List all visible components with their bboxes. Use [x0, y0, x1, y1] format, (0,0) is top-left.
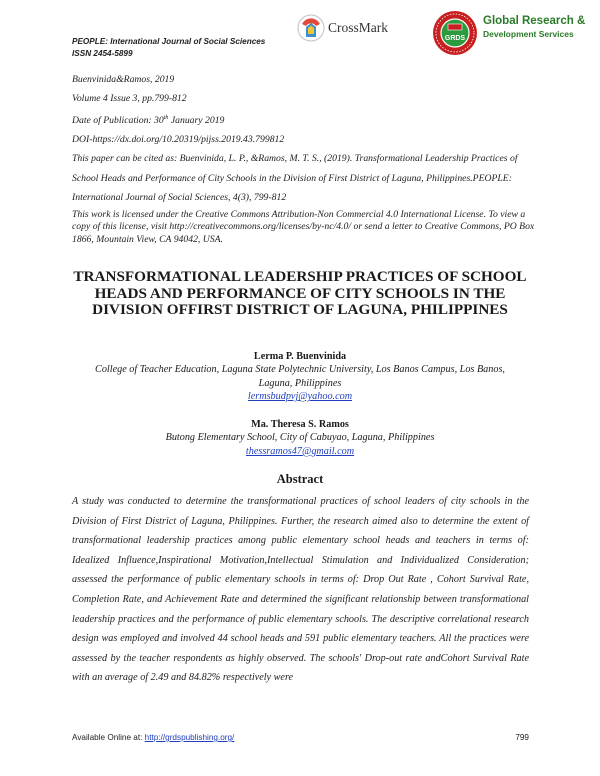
- paper-title: TRANSFORMATIONAL LEADERSHIP PRACTICES OF SCHOOL HEADS AND PERFORMANCE OF CITY SCHOOLS IN THE DIVISION OFFIRST DISTRICT OF LAGUNA, PHILIPPINES: [73, 268, 527, 319]
- pub-date-sup: th: [163, 114, 169, 121]
- authors-year: Buenvinida&Ramos, 2019: [72, 74, 175, 85]
- license-notice: This work is licensed under the Creative Commons Attribution-Non Commercial 4.0 International License. To view a copy of this license, visit http://creativecommons.org/licenses/by-nc/4.0/ or send a letter to Creative Commons, PO Box 1866, Mountain View, CA 94042, USA.: [72, 209, 535, 245]
- abstract-heading: Abstract: [276, 472, 324, 486]
- available-label: Available Online at:: [72, 733, 145, 742]
- journal-name: PEOPLE: International Journal of Social Sciences: [72, 37, 266, 46]
- journal-header: [72, 36, 265, 60]
- page-number: 799: [515, 733, 529, 742]
- author-affiliation: Butong Elementary School, City of Cabuyao, Laguna, Philippines: [165, 432, 435, 444]
- abstract-text: A study was conducted to determine the transformational practices of school leaders of city schools in the Division of First District of Laguna, Philippines. Further, the research aimed also to determine the extent of transformational leadership practices among public elementary school heads and teachers in terms of: Idealized Influence,Inspirational Motivation,Intellectual Stimulation and Individualized Consideration; assessed the performance of public elementary schools in terms of: Drop Out Rate , Cohort Survival Rate, Completion Rate, and Achievement Rate and determined the significant relationship between transformational leadership practices and the performance of public elementary schools. The descriptive correlational research design was employed and involved 44 school heads and 591 public elementary teachers. All the practices were assessed by the teacher respondents as highly observed. The schools' Drop-out rate andCohort Survival Rate with an average of 2.49 and 84.82% respectively were: [72, 496, 529, 684]
- publisher-name-line2: Development Services: [483, 29, 574, 39]
- grds-seal-icon: [432, 10, 478, 56]
- article-metadata: [72, 70, 542, 207]
- author-email-link[interactable]: lermsbudpvj@yahoo.com: [247, 391, 353, 403]
- page-footer: [72, 733, 529, 742]
- pub-date-prefix: Date of Publication: 30: [72, 114, 164, 126]
- pub-date-suffix: January 2019: [168, 114, 225, 126]
- author-affiliation: College of Teacher Education, Laguna State Polytechnic University, Los Banos Campus, Los Banos, Laguna, Philippines: [95, 364, 505, 389]
- author-block-2: [0, 418, 600, 458]
- publisher-url-link[interactable]: http://grdspublishing.org/: [144, 733, 235, 742]
- author-email-link[interactable]: thessramos47@gmail.com: [245, 445, 355, 457]
- publisher-name-line1: Global Research &: [483, 15, 586, 27]
- author-block-1: [0, 350, 600, 404]
- author-name: Ma. Theresa S. Ramos: [251, 419, 349, 430]
- crossmark-label: CrossMark: [328, 20, 388, 35]
- doi: DOI-https://dx.doi.org/10.20319/pijss.2019.43.799812: [72, 134, 285, 146]
- author-name: Lerma P. Buenvinida: [253, 351, 347, 362]
- publisher-logo: [432, 10, 592, 56]
- publication-date: [72, 109, 542, 131]
- journal-issn: ISSN 2454-5899: [72, 49, 133, 58]
- seal-text: GRDS: [444, 35, 466, 42]
- crossmark-badge[interactable]: [297, 13, 417, 43]
- crossmark-icon: [297, 13, 325, 43]
- citation: This paper can be cited as: Buenvinida, L. P., &Ramos, M. T. S., (2019). Transformational Leadership Practices of School Heads and Performance of City Schools in the Division of First District of Laguna, Philippines.PEOPLE: International Journal of Social Sciences, 4(3), 799-812: [72, 153, 518, 204]
- volume-issue: Volume 4 Issue 3, pp.799-812: [72, 93, 187, 105]
